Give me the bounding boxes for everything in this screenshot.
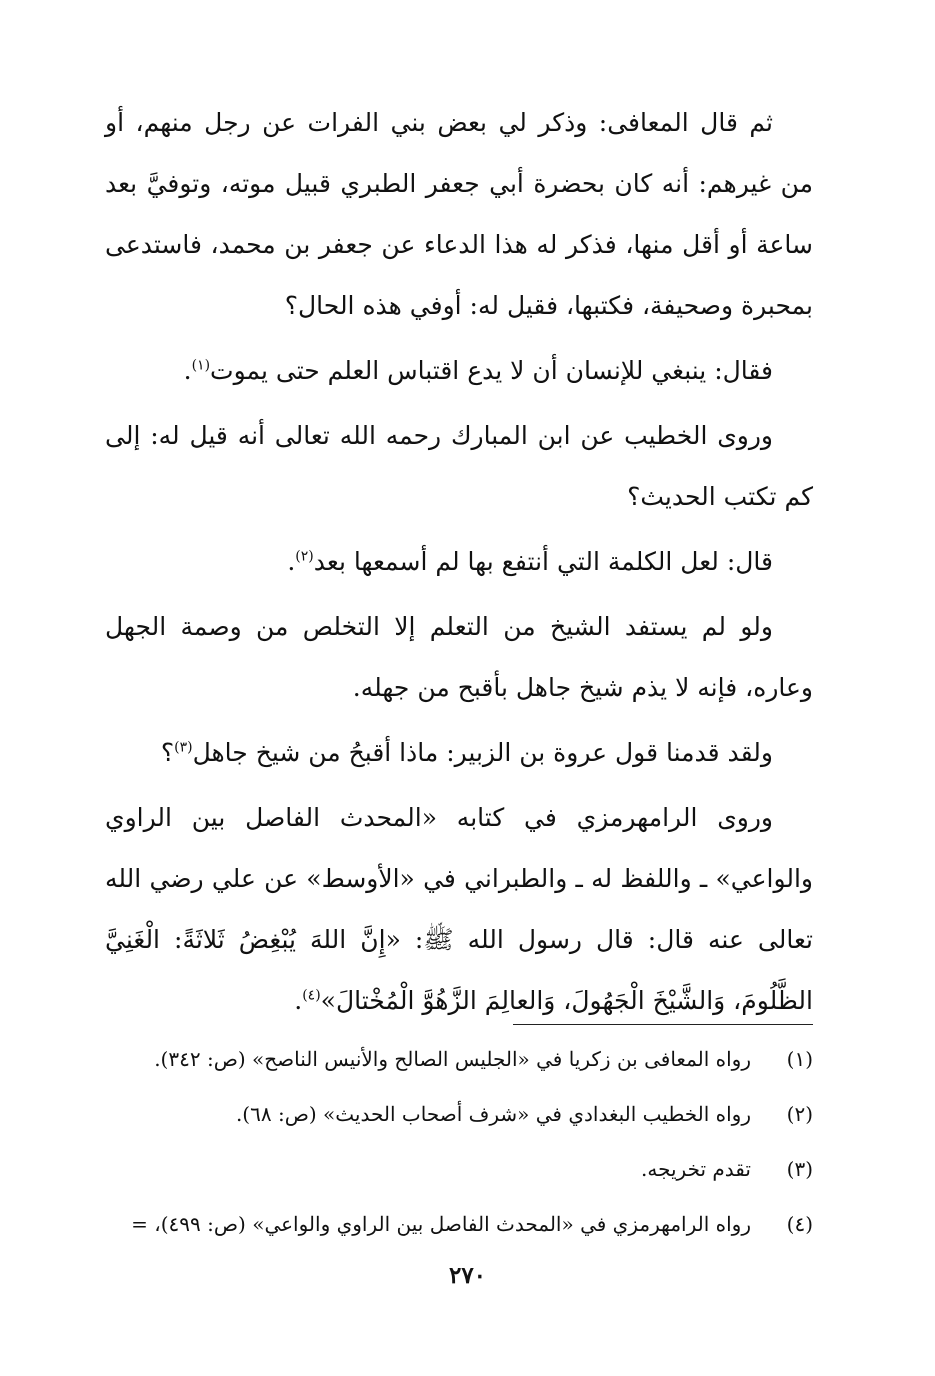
footnote-marker: (٣) <box>174 739 193 756</box>
paragraph-3 <box>105 405 813 527</box>
main-text <box>105 92 813 1031</box>
footnote-marker: (٢) <box>295 548 314 565</box>
paragraph-ending: . <box>287 547 296 576</box>
paragraph-6 <box>105 722 813 783</box>
paragraph-1 <box>105 92 813 336</box>
footnote-3 <box>105 1150 813 1188</box>
paragraph-5 <box>105 596 813 718</box>
footnote-marker: (٤) <box>302 987 321 1004</box>
paragraph-ending: . <box>183 356 192 385</box>
footnote-4 <box>105 1205 813 1243</box>
paragraph-7 <box>105 787 813 1031</box>
paragraph-ending: . <box>294 986 303 1015</box>
footnote-text: رواه الرامهرمزي في «المحدث الفاصل بين الراوي والواعي» (ص: ٤٩٩)، = <box>131 1212 751 1236</box>
footnote-divider <box>513 1024 813 1025</box>
footnotes-section <box>105 1040 813 1260</box>
paragraph-4 <box>105 531 813 592</box>
footnote-number: (٢) <box>786 1102 813 1126</box>
footnote-2 <box>105 1095 813 1133</box>
paragraph-2 <box>105 340 813 401</box>
paragraph-text: ولقد قدمنا قول عروة بن الزبير: ماذا أقبحُ من شيخ جاهل <box>192 738 773 767</box>
footnote-text: رواه المعافى بن زكريا في «الجليس الصالح والأنيس الناصح» (ص: ٣٤٢). <box>154 1047 751 1071</box>
footnote-number: (٣) <box>786 1157 813 1181</box>
footnote-number: (٤) <box>786 1212 813 1236</box>
paragraph-text: وروى الرامهرمزي في كتابه «المحدث الفاصل بين الراوي والواعي» ـ واللفظ له ـ والطبراني في «الأوسط» عن علي رضي الله تعالى عنه قال: قال رسول الله ﷺ: «إِنَّ اللهَ يُبْغِضُ ثَلاثَةً: الْغَنِيَّ الظَّلُومَ، وَالشَّيْخَ الْجَهُولَ، وَالعالِمَ الزَّهُوَّ الْمُخْتالَ» <box>105 803 813 1015</box>
footnote-text: تقدم تخريجه. <box>641 1157 751 1181</box>
page-number: ٢٧٠ <box>448 1262 487 1289</box>
paragraph-text: ثم قال المعافى: وذكر لي بعض بني الفرات عن رجل منهم، أو من غيرهم: أنه كان بحضرة أبي جعفر الطبري قبيل موته، وتوفيَّ بعد ساعة أو أقل منها، فذكر له هذا الدعاء عن جعفر بن محمد، فاستدعى بمحبرة وصحيفة، فكتبها، فقيل له: أوفي هذه الحال؟ <box>105 108 813 320</box>
footnote-text: رواه الخطيب البغدادي في «شرف أصحاب الحديث» (ص: ٦٨). <box>235 1102 751 1126</box>
footnote-1 <box>105 1040 813 1078</box>
footnote-number: (١) <box>786 1047 813 1071</box>
paragraph-text: ولو لم يستفد الشيخ من التعلم إلا التخلص من وصمة الجهل وعاره، فإنه لا يذم شيخ جاهل بأقبح من جهله. <box>105 612 813 702</box>
paragraph-ending: ؟ <box>160 738 175 767</box>
paragraph-text: قال: لعل الكلمة التي أنتفع بها لم أسمعها بعد <box>313 547 773 576</box>
paragraph-text: وروى الخطيب عن ابن المبارك رحمه الله تعالى أنه قيل له: إلى كم تكتب الحديث؟ <box>105 421 813 511</box>
footnote-marker: (١) <box>191 357 211 374</box>
paragraph-text: فقال: ينبغي للإنسان أن لا يدع اقتباس العلم حتى يموت <box>210 356 773 385</box>
